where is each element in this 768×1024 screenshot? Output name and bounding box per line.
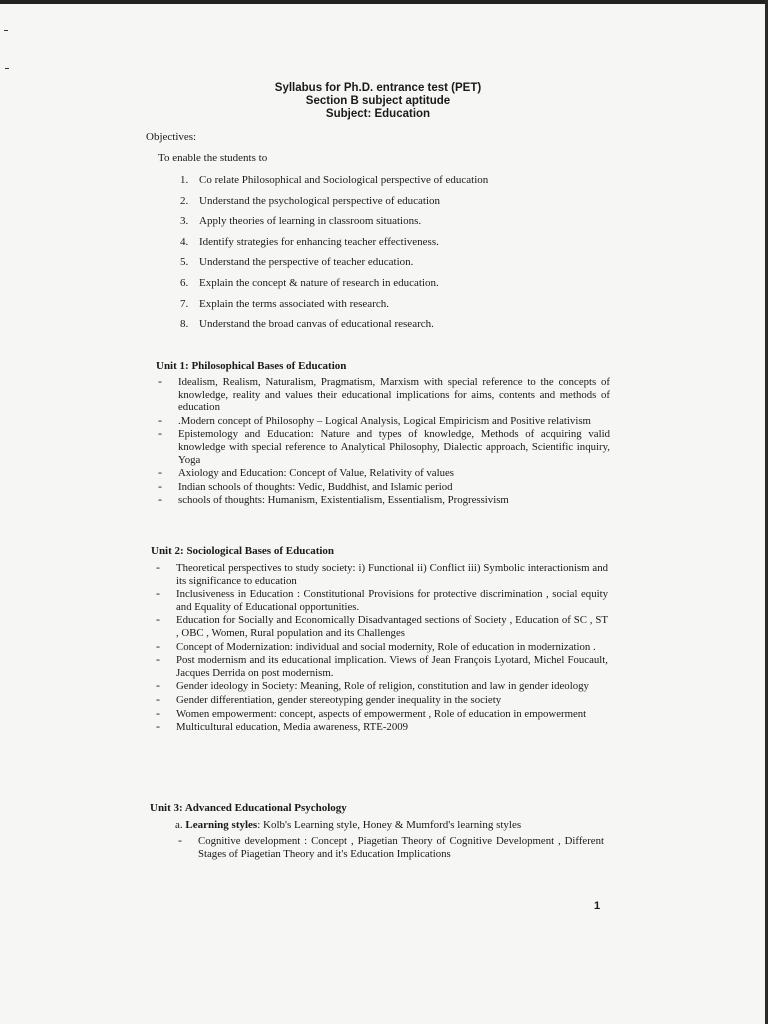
topic-text: Idealism, Realism, Naturalism, Pragmatism, Marxism with special reference to the concepts of knowledge, reality and values their educational implications for aims, contents and methods of education [178,376,610,414]
objective-item [180,318,580,339]
topic-item [156,719,608,734]
objective-item [180,236,580,257]
topic-item [156,560,608,587]
topic-text: schools of thoughts: Humanism, Existentialism, Essentialism, Progressivism [178,494,509,507]
page-number: 1 [594,900,601,912]
unit-2-heading: Unit 2: Sociological Bases of Education [151,545,335,557]
bullet-dash: - [156,560,160,574]
objective-text: Co relate Philosophical and Sociological perspective of education [199,174,489,186]
objectives-list [180,174,580,339]
scan-speck [4,30,8,31]
subsection-letter: a. [175,819,183,831]
topic-item [158,374,610,414]
topic-item [156,691,608,707]
bullet-dash: - [156,691,160,706]
objective-text: Apply theories of learning in classroom situations. [199,215,422,228]
topic-item [156,638,608,654]
bullet-dash: - [158,412,162,427]
topic-text: Concept of Modernization: individual and social modernity, Role of education in modernization . [176,640,596,653]
title-line-1: Syllabus for Ph.D. entrance test (PET) [274,82,482,94]
unit-1-heading: Unit 1: Philosophical Bases of Education [156,360,347,372]
scan-top-edge [0,0,768,4]
objective-text: Understand the broad canvas of educational research. [199,318,434,331]
topic-text: Education for Socially and Economically Disadvantaged sections of Society , Education of SC , ST , OBC , Women, Rural population and its Challenges [176,614,608,639]
objective-number: 5. [180,256,189,269]
topic-text: Axiology and Education: Concept of Value, Relativity of values [178,467,454,480]
unit-3-topics [178,833,604,861]
topic-item [158,426,610,466]
objective-item [180,174,580,195]
objective-item [180,195,580,216]
topic-item [158,478,610,494]
bullet-dash: - [156,719,160,734]
topic-text: Indian schools of thoughts: Vedic, Buddhist, and Islamic period [178,480,453,493]
topic-item [156,586,608,613]
topic-text: .Modern concept of Philosophy – Logical Analysis, Logical Empiricism and Positive relativism [178,414,591,427]
bullet-dash: - [156,586,160,601]
objective-text: Understand the psychological perspective of education [199,194,441,207]
bullet-dash: - [156,705,160,720]
bullet-dash: - [156,652,160,667]
bullet-dash: - [178,833,182,847]
unit-3-subsection-a [175,819,521,832]
objective-text: Explain the concept & nature of research in education. [199,276,439,289]
bullet-dash: - [158,478,162,493]
bullet-dash: - [158,465,162,480]
objective-text: Identify strategies for enhancing teacher effectiveness. [199,235,439,248]
objective-item [180,256,580,277]
bullet-dash: - [156,678,160,693]
topic-item [178,833,604,860]
unit-2-topics [156,560,608,735]
topic-text: Theoretical perspectives to study society: i) Functional ii) Conflict iii) Symbolic interactionism and its significance to education [176,562,608,587]
topic-text: Inclusiveness in Education : Constitutional Provisions for protective discrimination , social equity and Equality of Educational opportunities. [176,588,608,613]
objective-item [180,277,580,298]
topic-text: Multicultural education, Media awareness, RTE-2009 [176,721,409,734]
topic-text: Post modernism and its educational implication. Views of Jean François Lyotard, Michel Foucault, Jacques Derrida on post modernism. [176,654,608,679]
objectives-label: Objectives: [146,131,197,143]
topic-item [156,612,608,639]
objective-text: Understand the perspective of teacher education. [199,256,414,269]
topic-item [156,678,608,693]
objective-number: 1. [180,174,189,186]
objective-number: 4. [180,235,189,248]
topic-item [156,705,608,721]
scan-speck [5,68,9,69]
objective-number: 6. [180,276,189,289]
bullet-dash: - [158,492,162,507]
objective-item [180,215,580,236]
topic-text: Cognitive development : Concept , Piagetian Theory of Cognitive Development , Different Stages of Piagetian Theory and it's Education Implications [198,835,604,860]
objective-number: 7. [180,297,189,310]
document-title [200,82,556,121]
subsection-title: Learning styles [185,819,258,831]
objective-text: Explain the terms associated with research. [199,297,389,310]
objective-number: 3. [180,215,189,228]
objectives-intro: To enable the students to [158,152,268,164]
topic-item [158,412,610,428]
objective-number: 8. [180,318,189,331]
subsection-text: : Kolb's Learning style, Honey & Mumford's learning styles [257,819,522,831]
bullet-dash: - [156,638,160,653]
title-line-3: Subject: Education [325,108,431,120]
topic-text: Women empowerment: concept, aspects of empowerment , Role of education in empowerment [176,707,587,720]
unit-3-heading: Unit 3: Advanced Educational Psychology [150,802,347,814]
topic-text: Gender ideology in Society: Meaning, Role of religion, constitution and law in gender ideology [176,680,589,693]
topic-text: Gender differentiation, gender stereotyping gender inequality in the society [176,693,502,706]
topic-item [156,652,608,679]
bullet-dash: - [156,612,160,627]
unit-1-topics [158,374,610,508]
topic-item [158,465,610,480]
bullet-dash: - [158,374,162,388]
objective-number: 2. [180,194,189,207]
topic-item [158,492,610,507]
title-line-2: Section B subject aptitude [305,95,451,107]
bullet-dash: - [158,426,162,441]
objective-item [180,298,580,319]
topic-text: Epistemology and Education: Nature and types of knowledge, Methods of acquiring valid knowledge with special reference to Analytical Philosophy, Dialectic approach, Scientific inquiry, Yoga [178,428,610,466]
